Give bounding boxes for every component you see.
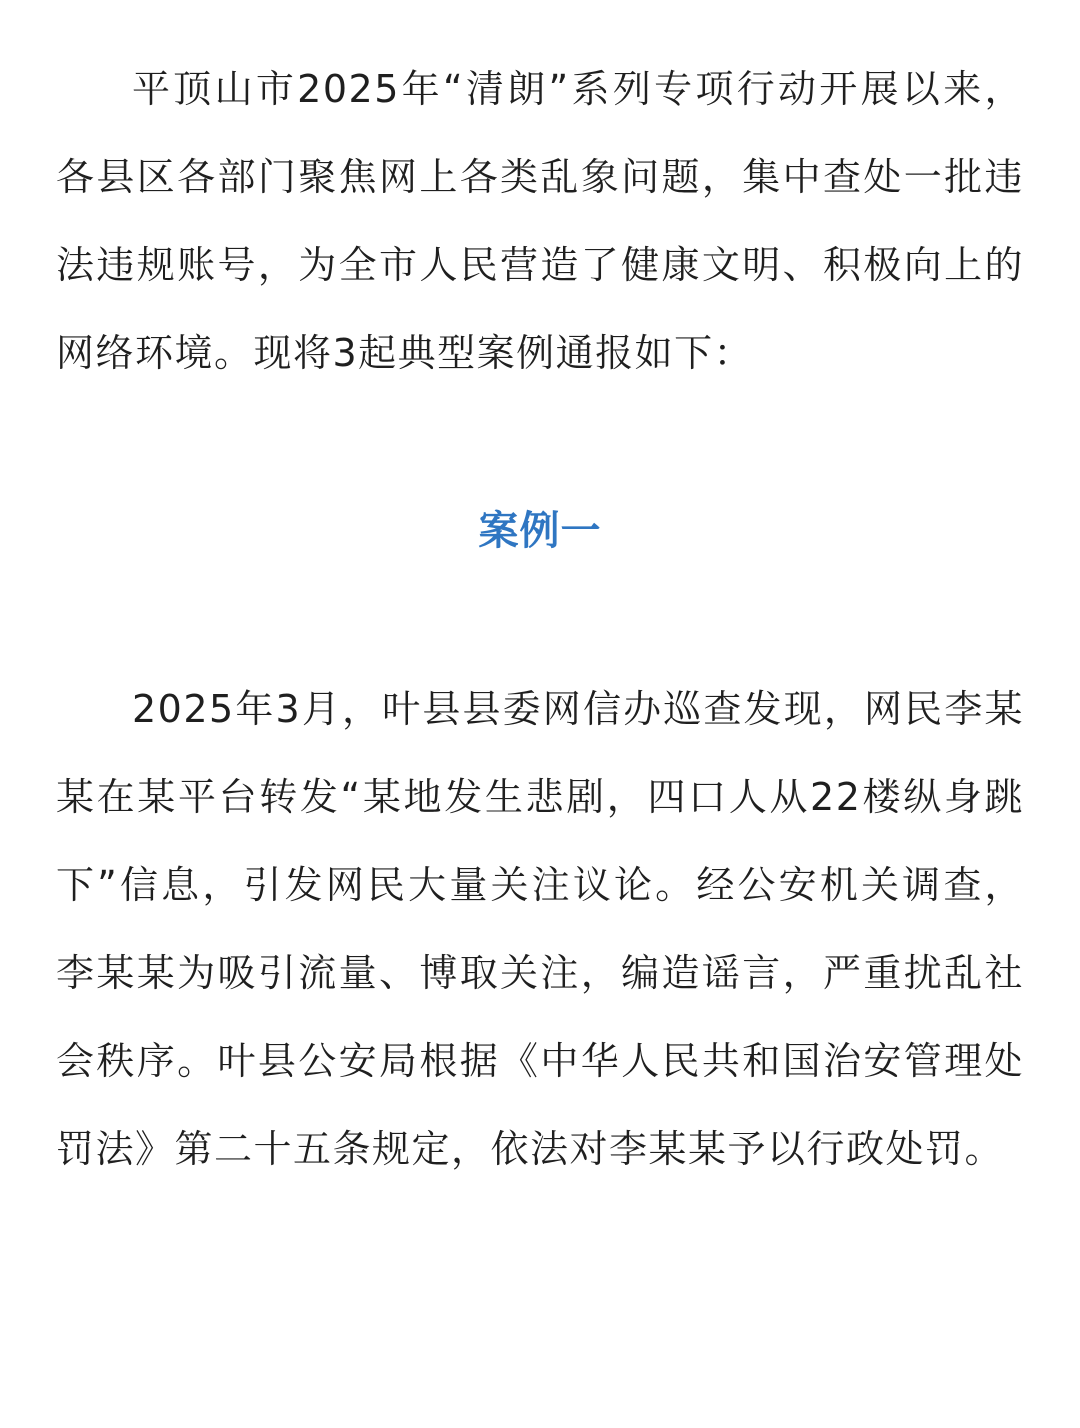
article-body xyxy=(56,45,1024,1193)
case-one-paragraph: 2025年3月，叶县县委网信办巡查发现，网民李某某在某平台转发“某地发生悲剧，四口人从22楼纵身跳下”信息，引发网民大量关注议论。经公安机关调查，李某某为吸引流量、博取关注，编造谣言，严重扰乱社会秩序。叶县公安局根据《中华人民共和国治安管理处罚法》第二十五条规定，依法对李某某予以行政处罚。 xyxy=(56,687,1024,1171)
case-one-heading: 案例一 xyxy=(478,508,602,554)
intro-paragraph: 平顶山市2025年“清朗”系列专项行动开展以来，各县区各部门聚焦网上各类乱象问题，集中查处一批违法违规账号，为全市人民营造了健康文明、积极向上的网络环境。现将3起典型案例通报如下： xyxy=(56,67,1024,375)
